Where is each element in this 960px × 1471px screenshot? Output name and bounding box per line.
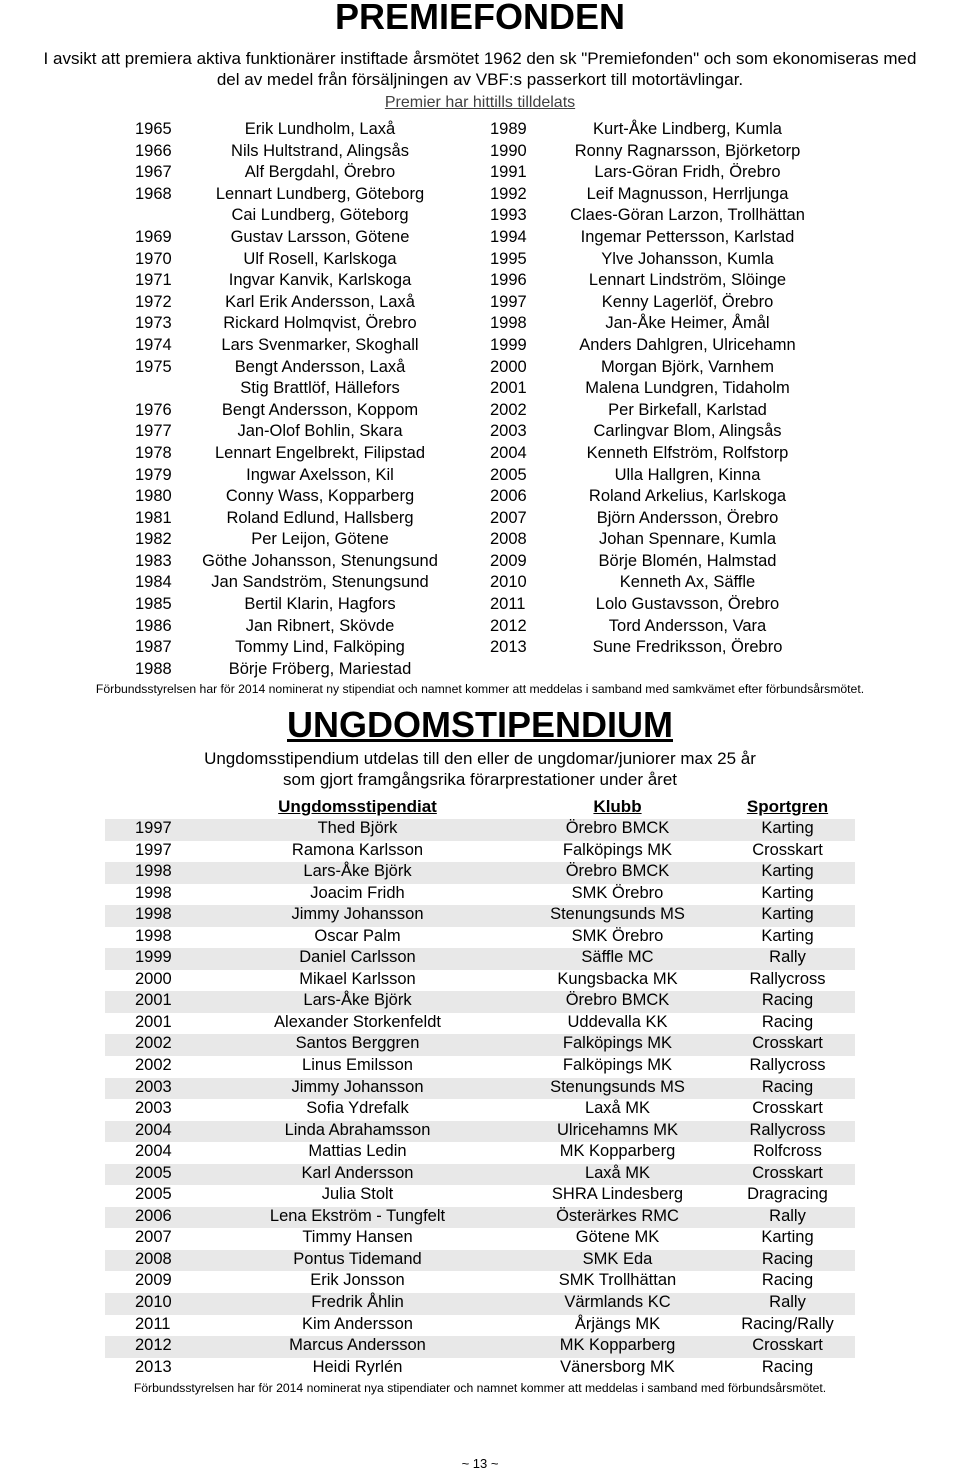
table-row [105,884,855,906]
recipient: Björn Andersson, Örebro [596,508,779,527]
table-row [0,617,960,639]
sport-name: Karting [761,862,814,881]
table-row [0,250,960,272]
stipendiat-name: Erik Jonsson [310,1271,405,1290]
table-row [105,1228,855,1250]
award-year: 1978 [135,443,172,462]
club-name: Örebro BMCK [565,991,670,1010]
intro-line-2: del av medel från försäljningen av VBF:s passerkort till motortävlingar. [216,70,744,89]
sport-name: Karting [761,883,814,902]
award-year: 1981 [135,508,172,527]
ungdom-title: UNGDOMSTIPENDIUM [287,704,673,745]
table-row [0,466,960,488]
table-row [0,358,960,380]
stipendiat-name: Lena Ekström - Tungfelt [269,1206,446,1225]
recipient: Lars-Göran Fridh, Örebro [594,163,781,182]
table-row [0,142,960,164]
award-year: 1995 [490,249,527,268]
club-name: Laxå MK [584,1099,651,1118]
table-row [0,206,960,228]
stipendiat-name: Mattias Ledin [308,1142,407,1161]
recipient: Kenny Lagerlöf, Örebro [601,292,774,311]
header-stipendiat: Ungdomsstipendiat [278,797,437,816]
award-year: 1983 [135,551,172,570]
club-name: Vänersborg MK [560,1357,675,1376]
sport-name: Karting [761,926,814,945]
stipend-year: 2001 [135,1012,172,1031]
stipendiat-name: Pontus Tidemand [293,1249,422,1268]
recipient: Tommy Lind, Falköping [235,638,405,657]
page-number: ~ 13 ~ [461,1456,499,1471]
stipendiat-name: Julia Stolt [321,1185,394,1204]
sport-name: Racing [761,1077,814,1096]
stipendiat-name: Oscar Palm [314,926,401,945]
club-name: SMK Örebro [571,883,664,902]
sport-name: Rallycross [749,1120,826,1139]
recipient: Per Leijon, Götene [251,530,389,549]
premier-note: Förbundsstyrelsen har för 2014 nominerat ny stipendiat och namnet kommer att meddelas i samband med samkvämet efter förbundsårsmötet. [95,682,865,696]
club-name: Falköpings MK [562,840,673,859]
recipient: Lennart Engelbrekt, Filipstad [214,443,426,462]
stipend-year: 2013 [135,1357,172,1376]
stipend-year: 2005 [135,1163,172,1182]
stipend-year: 2004 [135,1142,172,1161]
award-year: 1967 [135,163,172,182]
table-row [0,552,960,574]
recipient: Alf Bergdahl, Örebro [244,163,396,182]
header-klubb: Klubb [593,797,642,816]
award-year: 1970 [135,249,172,268]
award-year: 2006 [490,487,527,506]
award-year: 2012 [490,616,527,635]
award-year: 1991 [490,163,527,182]
recipient: Jan Sandström, Stenungsund [211,573,429,592]
stipend-year: 2005 [135,1185,172,1204]
stipend-year: 1997 [135,819,172,837]
award-year: 1988 [135,659,172,678]
award-year: 1969 [135,227,172,246]
sport-name: Racing/Rally [741,1314,834,1333]
table-row [0,595,960,617]
table-row [105,1056,855,1078]
table-row [105,927,855,949]
recipient: Ronny Ragnarsson, Björketorp [574,141,801,160]
club-name: Årjängs MK [574,1314,661,1333]
table-row [105,1358,855,1380]
award-year: 2003 [490,422,527,441]
table-row [105,1315,855,1337]
table-row [105,1185,855,1207]
recipient: Jan-Olof Bohlin, Skara [237,422,403,441]
table-row [0,293,960,315]
recipient: Erik Lundholm, Laxå [244,120,396,138]
award-year: 1980 [135,487,172,506]
table-row [0,530,960,552]
sport-name: Karting [761,1228,814,1247]
award-year: 1996 [490,271,527,290]
club-name: Österärkes RMC [556,1206,679,1225]
award-year: 1987 [135,638,172,657]
recipient: Bengt Andersson, Koppom [221,400,419,419]
club-name: SHRA Lindesberg [551,1185,684,1204]
stipend-year: 2006 [135,1206,172,1225]
premier-table [0,120,960,681]
stipend-year: 1998 [135,862,172,881]
stipend-year: 2007 [135,1228,172,1247]
table-row [0,573,960,595]
recipient: Ulla Hallgren, Kinna [614,465,761,484]
stipendiat-name: Linus Emilsson [302,1056,413,1075]
stipend-year: 1999 [135,948,172,967]
stipend-year: 2002 [135,1056,172,1075]
table-row [105,948,855,970]
premier-subtitle: Premier har hittills tilldelats [384,94,576,111]
sport-name: Rally [769,1206,806,1225]
sport-name: Racing [761,991,814,1010]
sport-name: Racing [761,1357,814,1376]
recipient: Stig Brattlöf, Hällefors [240,379,400,398]
ungdom-table [105,819,855,1379]
stipendiat-name: Karl Andersson [301,1163,414,1182]
sport-name: Crosskart [752,1099,823,1118]
award-year: 2011 [490,595,526,614]
club-name: Uddevalla KK [567,1012,668,1031]
table-row [0,379,960,401]
recipient: Tord Andersson, Vara [608,616,767,635]
award-year: 1976 [135,400,172,419]
sport-name: Crosskart [752,840,823,859]
recipient: Carlingvar Blom, Alingsås [593,422,782,441]
award-year: 2009 [490,551,527,570]
ungdom-subtitle-2: som gjort framgångsrika förarprestationer under året [282,770,677,789]
recipient: Roland Edlund, Hallsberg [226,508,414,527]
ungdom-note: Förbundsstyrelsen har för 2014 nominerat nya stipendiater och namnet kommer att meddelas i samband med förbundsårsmötet. [133,1381,827,1395]
table-row [105,905,855,927]
award-year: 1989 [490,120,527,138]
sport-name: Crosskart [752,1034,823,1053]
award-year: 1979 [135,465,172,484]
table-row [105,991,855,1013]
table-row [0,228,960,250]
stipendiat-name: Alexander Storkenfeldt [274,1012,441,1031]
recipient: Lennart Lindström, Slöinge [588,271,787,290]
club-name: SMK Eda [582,1249,653,1268]
sport-name: Dragracing [747,1185,828,1204]
club-name: Falköpings MK [562,1056,673,1075]
recipient: Sune Fredriksson, Örebro [592,638,783,657]
table-row [105,1250,855,1272]
recipient: Börje Blomén, Halmstad [598,551,777,570]
award-year: 2004 [490,443,527,462]
stipendiat-name: Kim Andersson [302,1314,413,1333]
recipient: Conny Wass, Kopparberg [225,487,415,506]
sport-name: Rolfcross [753,1142,822,1161]
stipendiat-name: Lars-Åke Björk [303,991,412,1010]
table-row [0,271,960,293]
award-year: 1998 [490,314,527,333]
award-year: 1985 [135,595,172,614]
award-year: 1990 [490,141,527,160]
sport-name: Rallycross [749,1056,826,1075]
club-name: Götene MK [575,1228,660,1247]
table-row [105,841,855,863]
award-year: 1986 [135,616,172,635]
recipient: Ingemar Pettersson, Karlstad [580,227,795,246]
stipend-year: 2003 [135,1099,172,1118]
table-row [105,862,855,884]
award-year: 1972 [135,292,172,311]
stipendiat-name: Linda Abrahamsson [284,1120,431,1139]
stipend-year: 2008 [135,1249,172,1268]
club-name: MK Kopparberg [559,1336,676,1355]
sport-name: Crosskart [752,1336,823,1355]
award-year: 2005 [490,465,527,484]
table-row [105,1078,855,1100]
sport-name: Karting [761,905,814,924]
stipend-year: 2000 [135,969,172,988]
recipient: Ingwar Axelsson, Kil [246,465,394,484]
stipendiat-name: Daniel Carlsson [299,948,416,967]
club-name: Örebro BMCK [565,819,670,837]
award-year: 1999 [490,335,527,354]
stipendiat-name: Mikael Karlsson [299,969,416,988]
club-name: Kungsbacka MK [557,969,678,988]
table-row [0,422,960,444]
table-row [105,1271,855,1293]
recipient: Leif Magnusson, Herrljunga [586,184,789,203]
stipend-year: 2010 [135,1293,172,1312]
stipend-year: 2002 [135,1034,172,1053]
table-row [0,401,960,423]
table-row [105,1336,855,1358]
recipient: Kenneth Ax, Säffle [619,573,756,592]
stipendiat-name: Heidi Ryrlén [312,1357,403,1376]
recipient: Lars Svenmarker, Skoghall [221,335,419,354]
table-row [105,1034,855,1056]
table-row [105,1293,855,1315]
club-name: Örebro BMCK [565,862,670,881]
stipendiat-name: Jimmy Johansson [291,1077,424,1096]
recipient: Göthe Johansson, Stenungsund [202,551,438,570]
award-year: 1994 [490,227,527,246]
award-year: 2000 [490,357,527,376]
award-year: 1974 [135,335,172,354]
club-name: Värmlands KC [564,1293,671,1312]
table-row [0,314,960,336]
award-year: 1965 [135,120,172,138]
table-row [0,509,960,531]
table-row [105,970,855,992]
table-row [105,1207,855,1229]
recipient: Lolo Gustavsson, Örebro [595,595,780,614]
table-row [0,336,960,358]
recipient: Ulf Rosell, Karlskoga [243,249,397,268]
stipendiat-name: Santos Berggren [295,1034,420,1053]
stipendiat-name: Joacim Fridh [310,883,405,902]
award-year: 2002 [490,400,527,419]
club-name: Laxå MK [584,1163,651,1182]
recipient: Kurt-Åke Lindberg, Kumla [593,120,782,138]
stipendiat-name: Jimmy Johansson [291,905,424,924]
stipend-year: 2004 [135,1120,172,1139]
stipendiat-name: Ramona Karlsson [291,840,424,859]
award-year: 1992 [490,184,527,203]
recipient: Lennart Lundberg, Göteborg [215,184,425,203]
ungdom-subtitle-1: Ungdomsstipendium utdelas till den eller de ungdomar/juniorer max 25 år [204,749,756,768]
stipend-year: 2009 [135,1271,172,1290]
stipend-year: 2001 [135,991,172,1010]
award-year: 1968 [135,184,172,203]
award-year: 1977 [135,422,172,441]
stipend-year: 1998 [135,905,172,924]
stipendiat-name: Thed Björk [317,819,398,837]
table-row [0,487,960,509]
award-year: 1975 [135,357,172,376]
table-row [105,1164,855,1186]
club-name: Säffle MC [581,948,654,967]
sport-name: Karting [761,819,814,837]
stipendiat-name: Sofia Ydrefalk [306,1099,409,1118]
stipendiat-name: Marcus Andersson [289,1336,426,1355]
recipient: Bertil Klarin, Hagfors [244,595,396,614]
sport-name: Rally [769,948,806,967]
sport-name: Racing [761,1249,814,1268]
award-year: 1971 [135,271,172,290]
club-name: MK Kopparberg [559,1142,676,1161]
sport-name: Rally [769,1293,806,1312]
table-row [105,819,855,841]
recipient: Per Birkefall, Karlstad [608,400,767,419]
award-year: 2008 [490,530,527,549]
award-year: 1993 [490,206,527,225]
table-row [105,1099,855,1121]
table-row [105,1142,855,1164]
recipient: Ingvar Kanvik, Karlskoga [228,271,412,290]
intro-line-1: I avsikt att premiera aktiva funktionärer instiftade årsmötet 1962 den sk "Premiefonden" och som ekonomiseras med [43,49,917,68]
award-year: 2013 [490,638,527,657]
recipient: Kenneth Elfström, Rolfstorp [586,443,789,462]
recipient: Jan-Åke Heimer, Åmål [605,314,770,333]
stipend-year: 2012 [135,1336,172,1355]
table-row [105,1013,855,1035]
recipient: Karl Erik Andersson, Laxå [225,292,415,311]
header-sportgren: Sportgren [746,797,829,816]
sport-name: Racing [761,1012,814,1031]
stipendiat-name: Timmy Hansen [302,1228,413,1247]
club-name: SMK Örebro [571,926,664,945]
recipient: Morgan Björk, Varnhem [600,357,775,376]
table-row [0,444,960,466]
award-year: 2001 [490,379,527,398]
club-name: Ulricehamns MK [556,1120,679,1139]
award-year: 1997 [490,292,527,311]
recipient: Claes-Göran Larzon, Trollhättan [570,206,805,225]
club-name: Stenungsunds MS [550,1077,685,1096]
ungdom-table-header [105,797,855,819]
stipend-year: 2003 [135,1077,172,1096]
stipend-year: 1997 [135,840,172,859]
recipient: Malena Lundgren, Tidaholm [585,379,790,398]
recipient: Rickard Holmqvist, Örebro [223,314,417,333]
club-name: Stenungsunds MS [550,905,685,924]
sport-name: Rallycross [749,969,826,988]
stipend-year: 2011 [135,1314,171,1333]
club-name: SMK Trollhättan [558,1271,677,1290]
table-row [0,660,960,682]
stipend-year: 1998 [135,883,172,902]
table-row [0,120,960,142]
award-year: 1984 [135,573,172,592]
award-year: 1973 [135,314,172,333]
recipient: Roland Arkelius, Karlskoga [588,487,787,506]
club-name: Falköpings MK [562,1034,673,1053]
recipient: Ylve Johansson, Kumla [601,249,774,268]
award-year: 1982 [135,530,172,549]
premiefonden-title: PREMIEFONDEN [334,0,626,37]
recipient: Anders Dahlgren, Ulricehamn [579,335,796,354]
award-year: 1966 [135,141,172,160]
sport-name: Crosskart [752,1163,823,1182]
recipient: Börje Fröberg, Mariestad [228,659,412,678]
recipient: Johan Spennare, Kumla [598,530,777,549]
stipendiat-name: Lars-Åke Björk [303,862,412,881]
table-row [0,163,960,185]
recipient: Cai Lundberg, Göteborg [231,206,409,225]
stipendiat-name: Fredrik Åhlin [311,1293,404,1312]
table-row [105,1121,855,1143]
award-year: 2010 [490,573,527,592]
recipient: Gustav Larsson, Götene [230,227,410,246]
table-row [0,638,960,660]
recipient: Bengt Andersson, Laxå [234,357,406,376]
award-year: 2007 [490,508,527,527]
recipient: Nils Hultstrand, Alingsås [231,141,409,160]
sport-name: Racing [761,1271,814,1290]
recipient: Jan Ribnert, Skövde [245,616,395,635]
stipend-year: 1998 [135,926,172,945]
table-row [0,185,960,207]
